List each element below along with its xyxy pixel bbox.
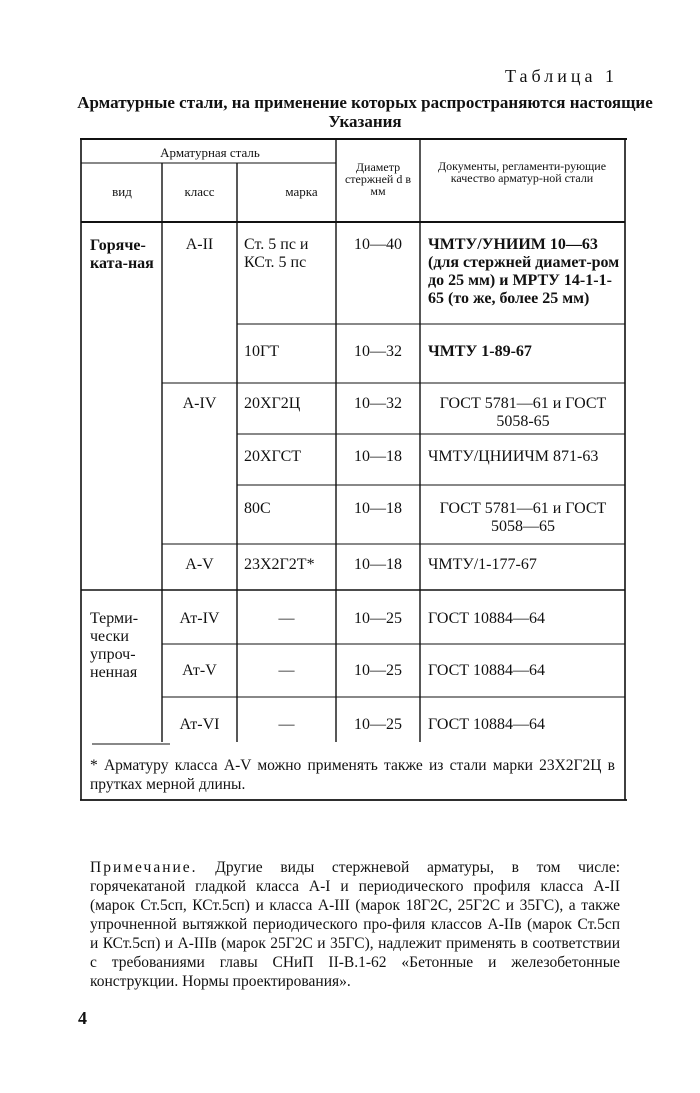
note-heading: Примечание. [90, 859, 198, 876]
cell-diameter: 10—18 [354, 500, 402, 517]
cell-doc: ГОСТ 10884—64 [428, 716, 546, 733]
cell-diameter: 10—32 [354, 395, 402, 412]
cell-diameter: 10—25 [354, 662, 402, 679]
header-group: Арматурная сталь [160, 145, 260, 160]
class-at-iv: Ат-IV [179, 610, 220, 627]
cell-marka: 20ХГСТ [244, 448, 302, 465]
cell-doc: ЧМТУ/УНИИМ 10—63 (для стержней диамет-ром до 25 мм) и МРТУ 14-1-1-65 (то же, более 25 мм) [428, 236, 620, 307]
cell-doc: ГОСТ 10884—64 [428, 610, 546, 627]
table-label: Таблица 1 [505, 66, 618, 86]
table-title: Арматурные стали, на применение которых распространяются настоящие Указания [77, 93, 653, 131]
cell-doc: ЧМТУ/ЦНИИЧМ 871-63 [428, 448, 599, 465]
class-a-iv: А-IV [182, 395, 217, 412]
table-footnote: * Арматуру класса А-V можно применять также из стали марки 23Х2Г2Ц в прутках мерной длины. [90, 757, 615, 793]
header-marka: марка [285, 184, 318, 199]
header-docs: Документы, регламенти-рующие качество арматур-ной стали [437, 159, 607, 185]
cell-diameter: 10—25 [354, 716, 402, 733]
cell-marka: 80С [244, 500, 271, 517]
cell-marka: 10ГТ [244, 343, 280, 360]
cell-doc: ЧМТУ 1-89-67 [428, 343, 532, 360]
cell-marka: 20ХГ2Ц [244, 395, 301, 412]
cell-diameter: 10—40 [354, 236, 402, 253]
cell-marka: — [278, 610, 295, 627]
header-diameter: Диаметр стержней d в мм [344, 160, 412, 198]
cell-doc: ЧМТУ/1-177-67 [428, 556, 537, 573]
cell-doc: ГОСТ 10884—64 [428, 662, 546, 679]
cell-marka: 23Х2Г2Т* [244, 556, 315, 573]
cell-doc: ГОСТ 5781—61 и ГОСТ 5058-65 [439, 395, 607, 430]
cell-marka: Ст. 5 пс и КСт. 5 пс [244, 236, 309, 271]
class-at-v: Ат-V [182, 662, 217, 679]
header-klass: класс [184, 184, 215, 199]
note-paragraph [90, 858, 620, 991]
cell-diameter: 10—25 [354, 610, 402, 627]
cell-doc: ГОСТ 5781—61 и ГОСТ 5058—65 [439, 500, 607, 535]
cell-diameter: 10—32 [354, 343, 402, 360]
cell-diameter: 10—18 [354, 556, 402, 573]
header-vid: вид [112, 184, 132, 199]
type-heat-strengthened: Терми-чески упроч-ненная [90, 610, 139, 681]
type-hot-rolled: Горяче-ката-ная [90, 237, 154, 272]
class-a-ii: А-II [185, 236, 214, 253]
class-a-v: А-V [185, 556, 214, 573]
page-number: 4 [78, 1008, 87, 1028]
class-at-vi: Ат-VI [179, 716, 220, 733]
cell-marka: — [278, 662, 295, 679]
note-body: Другие виды стержневой арматуры, в том числе: горячекатаной гладкой класса А-I и периодического профиля класса А-II (марок Ст.5сп, КСт.5сп) и класса А-III (марок 18Г2С, 25Г2С и 35ГС), а также упрочненной вытяжкой периодического про-филя классов А-IIв (марок Ст.5сп и КСт.5сп) и А-IIIв (марок 25Г2С и 35ГС), надлежит применять в соответствии с требованиями главы СНиП II-В.1-62 «Бетонные и железобетонные конструкции. Нормы проектирования». [90, 859, 621, 990]
cell-marka: — [278, 716, 295, 733]
cell-diameter: 10—18 [354, 448, 402, 465]
